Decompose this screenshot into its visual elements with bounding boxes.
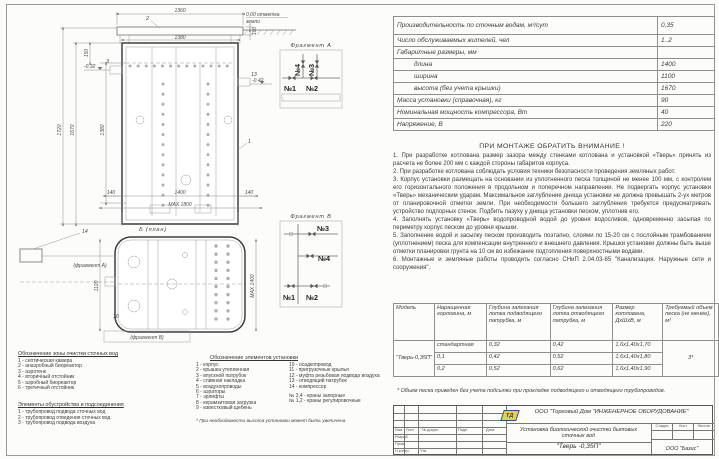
legend-item: 13 - отводящий патрубок (289, 378, 347, 385)
fragment-b-ref: (фрагмент В) (130, 335, 164, 341)
legend-item: 3 - трубопровод подвода воздуха (18, 420, 96, 427)
legend-elements (196, 355, 390, 424)
level-mark: -0.42 (252, 78, 264, 84)
legend-item: 1 - корпус (196, 362, 219, 368)
company-logo (500, 410, 520, 421)
cell: 0,42 (550, 341, 613, 353)
note-item: 4. Заполнять установку «Тверь» водопроводной водой до уровня водосливов, одновременно засыпая по периметру корпус песком до уровня крышки. (393, 217, 711, 231)
dim-label: 140 (106, 190, 116, 196)
fragment-a-ref: (фрагмент А) (73, 263, 107, 269)
dim-label: МАХ 1400 (250, 274, 256, 298)
dim-label: 1720 (57, 124, 63, 136)
spec-label: Производительность по сточным водам, м³/сут (394, 17, 658, 35)
spec-label: длина (394, 59, 658, 71)
legend-item: 11 - пригрузочные крылья (289, 367, 349, 374)
revision-col-label: Подп. (458, 428, 469, 432)
stage-col-label: Лист (678, 424, 688, 428)
table-row (394, 35, 715, 47)
legend-item: 6 - аэраторы (196, 389, 226, 396)
table-row (394, 83, 715, 95)
callout-cover: 2 (146, 16, 149, 22)
cell: 1,6х1,40х1,80 (613, 353, 663, 365)
legend-item: № 3,4 - краны запорные (289, 393, 346, 400)
legend-item: 2 - трубопровод отведения сточных вод (18, 414, 111, 421)
revision-col-label: № докум. (422, 428, 439, 432)
cell: 0,62 (550, 365, 613, 377)
legend-item: 6 - третичный отстойник (18, 385, 75, 392)
fragment-a (280, 43, 342, 108)
company-logo-text: ТД (506, 412, 514, 419)
spec-label: Напряжение, В (394, 119, 658, 131)
dim-label: 100 (252, 26, 258, 36)
legend-item: 3 - аэротенк (18, 368, 46, 375)
cell: 1,6х1,40х1,70 (613, 341, 663, 353)
revision-col-label: Лист (406, 428, 415, 432)
tank-body-section (122, 43, 238, 224)
legend-footnote: * При необходимости высота установки может быть увеличена (196, 418, 346, 424)
cell: стандартная (434, 341, 486, 353)
legend-item: 1 - трубопровод подвода сточных вод (18, 409, 106, 416)
column-header: Глубина залегания лотка отводящего патрубка, м (550, 304, 613, 341)
legend-item: 8 - керамзитовая загрузка (196, 399, 257, 406)
legend-item: 5 - воздухопроводы (196, 383, 242, 390)
table-row (394, 59, 715, 71)
notes-title: ПРИ МОНТАЖЕ ОБРАТИТЬ ВНИМАНИЕ ! (479, 143, 625, 150)
legend-item: № 1,2 - краны регулировочные (289, 398, 361, 405)
legend-item: 14 - компрессор (289, 383, 327, 390)
dim-label: 1360 (174, 8, 186, 14)
spec-label: ширина (394, 71, 658, 83)
legend-item: 9 - известковый щебень (196, 405, 252, 412)
table-row (394, 107, 715, 119)
dim-label: 1380 (100, 124, 106, 136)
cell: 1,6х1,40х1,90 (613, 365, 663, 377)
dim-label: 1380 (174, 35, 186, 41)
inlet-pipe (110, 66, 122, 74)
signature-row-label: Н.контр. (395, 449, 410, 453)
section-view (57, 8, 296, 226)
model-cell: "Тверь-0,35П" (394, 341, 435, 377)
spec-label: высота (без учета крышки) (394, 83, 658, 95)
title-block (393, 405, 713, 455)
ground-note-2: земли (246, 19, 261, 25)
sand-volume-cell: 3* (663, 341, 719, 377)
tap-label: №3 (317, 224, 330, 233)
legend-elements-title: Обозначение элементов установки (210, 355, 299, 361)
spec-value: 1400 (658, 59, 715, 71)
legend-zones (18, 351, 188, 427)
note-item: 1. При разработке котлована размер зазора между стенками котлована и установкой «Тверь» принять из расчета не более 200 мм с каждой стороны габаритов корпуса. (393, 153, 711, 167)
spec-value: 0,35 (658, 17, 715, 35)
outlet-pipe (238, 78, 250, 86)
tap-label: №2 (306, 293, 319, 302)
cell: 0,32 (486, 341, 550, 353)
revision-col-label: Дата (486, 428, 495, 432)
note-item: 2. При разработке котлована соблюдать условия техники безопасности проведения земляных работ. (393, 169, 676, 175)
signature-row-label: Пров. (395, 442, 406, 446)
tap-label: №1 (284, 84, 297, 93)
revision-col-label: Изм. (395, 428, 404, 432)
tank-body-plan (115, 237, 245, 332)
dim-label: 140 (244, 190, 254, 196)
table-header-row (394, 304, 719, 341)
fragment-b-title: Фрагмент В (290, 214, 332, 220)
callout-body: 1 (248, 139, 251, 145)
cell: 0,42 (486, 353, 550, 365)
legend-zones-title: Обозначение зоны очистки сточных вод (18, 351, 118, 357)
stage-col-label: Стадия (655, 424, 669, 428)
dim-label: МАХ 1800 (168, 202, 192, 208)
dim-label: 1400 (174, 190, 186, 196)
column-header: Глубина залегания лотка подводящего патрубка, м (486, 304, 550, 341)
legend-item: 2 - крышка утепленная (196, 367, 250, 374)
spec-table (393, 16, 715, 131)
fragment-b (280, 214, 342, 307)
legend-item: 10 - осадкопровод (289, 362, 332, 368)
legend-item: 5 - аэробный биореактор (18, 379, 77, 386)
spec-label: Число обслуживаемых жителей, чел (394, 35, 658, 47)
table-row (394, 71, 715, 83)
plan-title: Б (план) (139, 227, 167, 233)
plan-view (20, 227, 256, 342)
callout-inlet: 3 (106, 59, 109, 65)
cell: 0,2 (434, 365, 486, 377)
legend-item: 12 - муфта резьбовая подвода воздуха (289, 372, 380, 379)
table-row (394, 119, 715, 131)
spec-value: 1670 (658, 83, 715, 95)
installation-notes (393, 143, 711, 272)
stage-col-label: Листов (697, 424, 710, 428)
note-item: 6. Монтажные и земляные работы проводить согласно СНиП 2.04.03-85 "Канализация. Наружные сети и сооружения". (393, 257, 711, 271)
column-header: Размер котлована, ДхШхВ, м (613, 304, 663, 341)
dim-label: 1100 (94, 280, 100, 292)
spec-label: Масса установки (справочная), кг (394, 95, 658, 107)
note-item: 5. Заполнение водой и засыпку песком производить поэтапно, слоями по 15-20 см с послойным трамбованием (уплотнением) песка для компенсации внутреннего и внешнего давления. Крышки установки должны быть выше отметки планировки грунта на 10 см во избежание подтопления поверхностными водами. (393, 233, 711, 255)
callout-outlet: 13 (251, 72, 257, 78)
column-header: Требуемый объем песка (не менее), м³ (663, 304, 719, 341)
legend-item: 7 - эрлифты (196, 394, 224, 401)
table-row (394, 341, 719, 353)
note-item: 3. Корпус установки размещать на основании из уплотненного песка толщиной не менее 100 мм, с контролем его горизонтального положения в продольном и поперечном направлении. Не подвергать корпус установки «Тверь» механическим ударам. Максимальное заглубление днища установки не должна превышать 2-ух метров от планировочной отметки земли. При необходимости большего заглубления требуется предусматривать устройство подпорных стенок. Подбить пазуху у днища установки песком, уплотнив его. (393, 177, 711, 215)
spec-label: Номинальная мощность компрессора, Вт (394, 107, 658, 119)
spec-label: Габаритные размеры, мм (394, 47, 658, 59)
spec-value (658, 47, 715, 59)
ground-note: 0.00 отметка (246, 12, 280, 18)
cover-section (117, 27, 243, 35)
column-header: Модель (394, 304, 435, 341)
tap-label: №3 (307, 63, 316, 76)
design-firm: ООО "Базис" (665, 446, 699, 452)
cell: 0,52 (550, 353, 613, 365)
tap-label: №4 (318, 254, 331, 263)
spec-value: 90 (658, 95, 715, 107)
legend-connections-title: Элементы обустройства и подсоединения (18, 402, 124, 409)
callout-compressor: 14 (82, 229, 88, 235)
signature-row-label: Утв. (420, 449, 428, 453)
table-row (394, 95, 715, 107)
column-header: Наращенная горловина, м (434, 304, 486, 341)
spec-value: 40 (658, 107, 715, 119)
table-row (394, 17, 715, 35)
tap-label: №2 (306, 84, 319, 93)
document-title: Установка биологической очистки бытовых сточных вод (519, 426, 638, 439)
cell: 0,1 (434, 353, 486, 365)
signature-row-label: Разраб. (395, 435, 409, 439)
tap-label: №1 (283, 293, 296, 302)
dims-table-footnote: * Объем песка приведен без учета подсыпки при прокладке подводящего и отводящего трубопроводов. (397, 388, 666, 394)
spec-value: 1..2 (658, 35, 715, 47)
legend-item: 4 - вторичный отстойник (18, 374, 75, 381)
legend-item: 2 - анаэробный биореактор (18, 363, 82, 370)
compressor (20, 249, 42, 262)
fragment-a-title: Фрагмент А (290, 43, 332, 49)
dimensions-table (393, 303, 719, 377)
tap-label: №4 (293, 63, 302, 76)
legend-item: 1 - септическая камера (18, 358, 73, 364)
dim-label: 1670 (70, 124, 76, 136)
legend-item: 4 - сливная накладка (196, 378, 246, 385)
table-row (394, 47, 715, 59)
cell: 0,52 (486, 365, 550, 377)
company-name: ООО "Торговый Дом "ИНЖЕНЕРНОЕ ОБОРУДОВАНИЕ" (534, 409, 689, 415)
spec-value: 1100 (658, 71, 715, 83)
level-mark: -0.32 (84, 64, 96, 70)
dim-label: 150 (84, 48, 90, 58)
spec-value: 220 (658, 119, 715, 131)
model-name: "Тверь -0,35П" (556, 443, 601, 450)
callout-sludge: 10 (113, 314, 119, 320)
legend-item: 3 - впускной патрубок (196, 372, 247, 379)
